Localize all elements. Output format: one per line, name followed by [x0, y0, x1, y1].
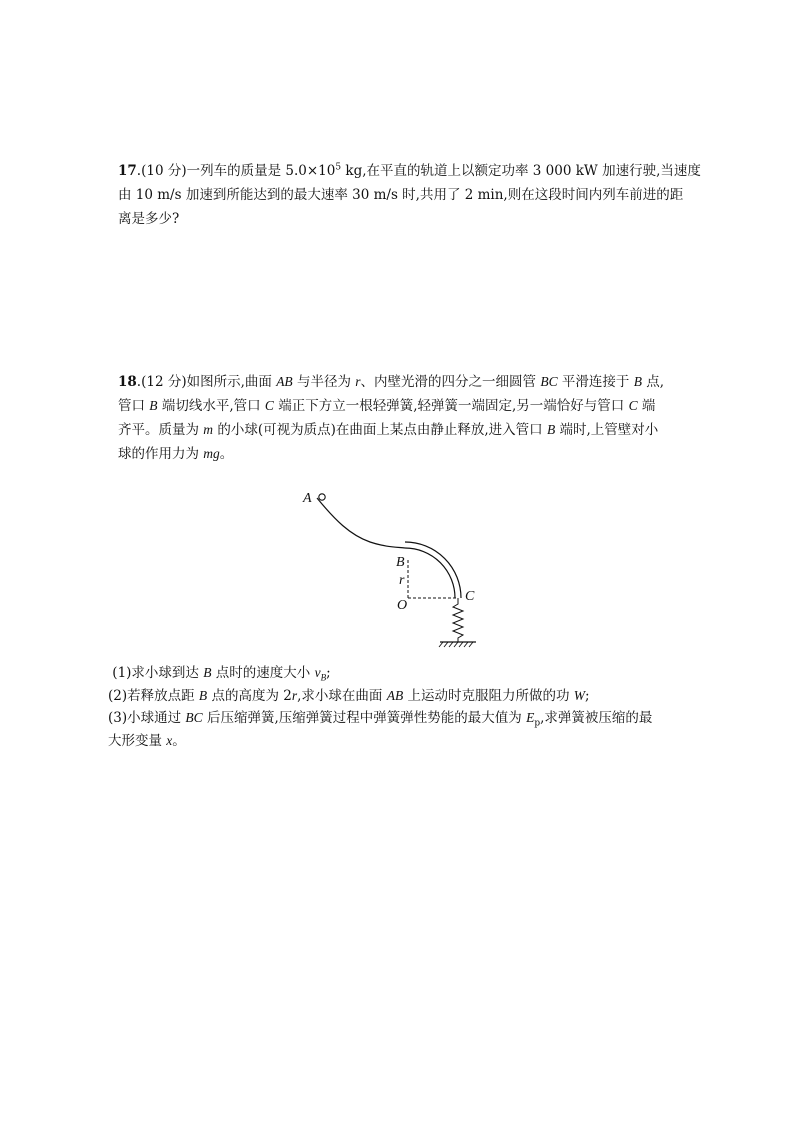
label-b: B	[396, 555, 405, 570]
q18-var: C	[264, 398, 274, 413]
subquestion-1	[108, 662, 698, 685]
q18-line-2	[118, 394, 684, 418]
q18-line-3	[118, 418, 684, 442]
tube-inner-arc	[405, 548, 455, 598]
q18-text: 点,	[641, 374, 665, 390]
tube-outer-arc	[405, 542, 461, 598]
q18-line-4	[118, 442, 684, 466]
ground-hatch	[439, 642, 473, 647]
q17-line-2: 由 10 m/s 加速到所能达到的最大速率 30 m/s 时,共用了 2 min,则在这段时间内列车前进的距	[118, 187, 684, 203]
q18-text: 的小球(可视为质点)在曲面上某点由静止释放,进入管口	[213, 422, 547, 438]
sub-var: E	[526, 710, 535, 725]
sub-text: ;	[326, 665, 331, 681]
sub-text: (1)求小球到达	[112, 665, 204, 681]
q18-line-1	[118, 370, 684, 394]
q17-text-1b: kg,在平直的轨道上以额定功率 3 000 kW 加速行驶,当速度	[341, 163, 701, 179]
q18-text: 端切线水平,管口	[157, 398, 265, 414]
sub-text: ;	[585, 687, 590, 704]
sub-text: 点的高度为 2	[207, 687, 292, 704]
q18-var: AB	[276, 374, 293, 389]
sub-text: ,求弹簧被压缩的最	[540, 710, 653, 726]
sub-text: (3)小球通过	[108, 710, 186, 726]
q18-text: 端正下方立一根轻弹簧,轻弹簧一端固定,另一端恰好与管口	[273, 398, 629, 414]
sub-text: 点时的速度大小	[211, 665, 315, 681]
q18-var: C	[628, 398, 638, 413]
q17-exponent: 5	[335, 162, 342, 173]
q17-line-1	[118, 159, 701, 183]
question-18	[118, 370, 684, 466]
q17-number: 17	[118, 163, 137, 179]
sub-text: 后压缩弹簧,压缩弹簧过程中弹簧弹性势能的最大值为	[202, 710, 527, 726]
label-r: r	[399, 573, 405, 588]
subquestion-2	[108, 685, 698, 708]
curve-ab	[317, 498, 405, 548]
sub-text: (2)若释放点距	[108, 687, 199, 704]
q18-text: 球的作用力为	[118, 446, 204, 462]
q18-text: 如图所示,曲面	[186, 374, 277, 390]
sub-var: v	[314, 665, 321, 680]
q18-score: .(12 分)	[136, 374, 187, 390]
q18-var: m	[203, 422, 214, 437]
q17-text-1a: 一列车的质量是 5.0×10	[186, 163, 336, 179]
question-17	[118, 159, 701, 231]
q18-var: mg	[203, 446, 220, 461]
q18-var: B	[546, 422, 556, 437]
q18-text: 齐平。质量为	[118, 422, 204, 438]
sub-var: AB	[386, 687, 404, 703]
sub-text: ,求小球在曲面	[297, 687, 387, 704]
q18-var: r	[355, 374, 361, 389]
q18-var: B	[149, 398, 158, 413]
ball	[319, 494, 325, 500]
subquestion-3	[108, 707, 698, 730]
sub-var: B	[198, 687, 208, 703]
q18-var: B	[633, 374, 642, 389]
q18-text: 端	[637, 398, 656, 414]
subquestion-3-cont	[108, 730, 698, 753]
q18-text: 、内壁光滑的四分之一细圆管	[360, 374, 541, 390]
sub-var: W	[573, 687, 586, 703]
sub-var-subscript: p	[534, 718, 541, 729]
q18-text: 与半径为	[292, 374, 356, 390]
q18-subquestions	[108, 662, 698, 752]
q17-line-3: 离是多少?	[118, 211, 180, 227]
q18-text: 。	[219, 446, 234, 462]
sub-var: BC	[185, 710, 203, 725]
spring	[453, 598, 463, 642]
sub-text: 。	[172, 732, 186, 749]
q18-var: BC	[540, 374, 558, 389]
q18-figure	[295, 480, 495, 650]
q18-number: 18	[118, 374, 137, 390]
label-o: O	[397, 598, 408, 613]
sub-text: 大形变量	[108, 732, 167, 749]
q18-text: 端时,上管壁对小	[555, 422, 659, 438]
sub-var: r	[291, 687, 298, 703]
sub-text: 上运动时克服阻力所做的功	[403, 687, 574, 704]
label-a: A	[303, 491, 312, 506]
sub-var-subscript: B	[320, 672, 327, 683]
q18-text: 管口	[118, 398, 150, 414]
label-c: C	[465, 589, 475, 604]
q18-text: 平滑连接于	[557, 374, 634, 390]
sub-var: x	[166, 732, 173, 748]
q17-score: .(10 分)	[136, 163, 187, 179]
sub-var: B	[203, 665, 212, 680]
